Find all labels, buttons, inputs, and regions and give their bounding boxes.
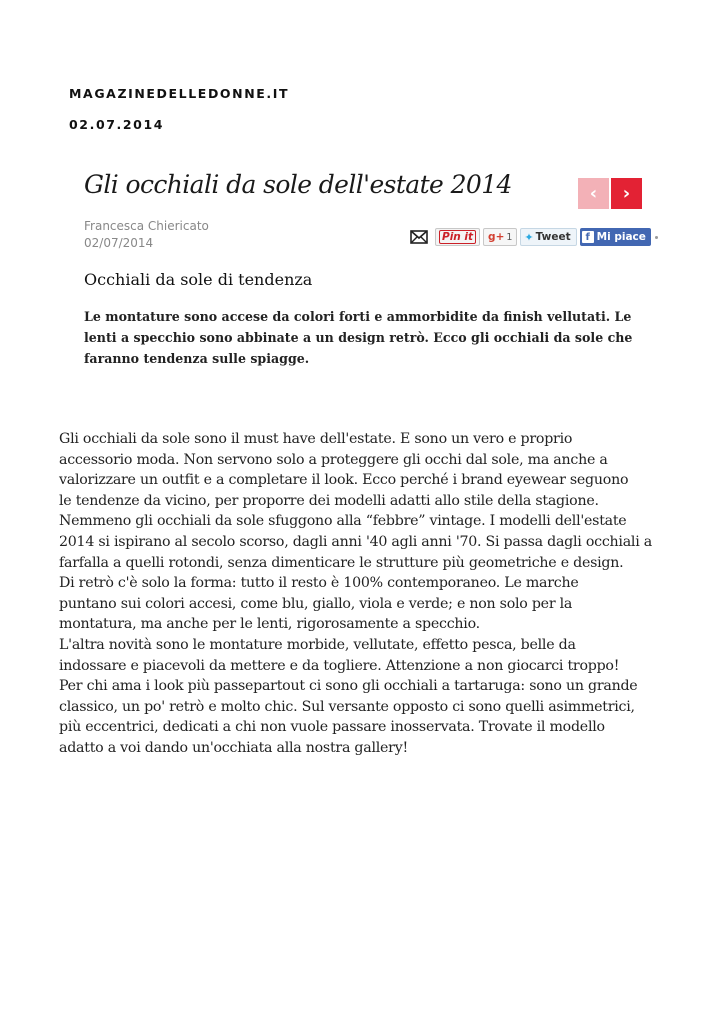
article-subtitle: Occhiali da sole di tendenza — [84, 270, 313, 289]
chevron-right-icon: › — [622, 183, 631, 204]
body-line: le tendenze da vicino, per proporre dei modelli adatti allo stile della stagione. — [59, 492, 599, 509]
pinterest-label: Pin it — [439, 230, 476, 244]
twitter-bird-icon: ✦ — [524, 230, 534, 244]
body-line: Per chi ama i look più passepartout ci sono gli occhiali a tartaruga: sono un grande — [59, 678, 638, 695]
body-line: valorizzare un outfit e a completare il look. Ecco perché i brand eyewear seguono — [59, 472, 629, 489]
body-line: Nemmeno gli occhiali da sole sfuggono alla “febbre” vintage. I modelli dell'estate — [59, 513, 627, 530]
lead-line: lenti a specchio sono abbinate a un design retrò. Ecco gli occhiali da sole che — [84, 330, 633, 345]
share-more-dot — [655, 236, 658, 239]
facebook-like-button[interactable] — [580, 228, 651, 246]
article-title: Gli occhiali da sole dell'estate 2014 — [84, 170, 512, 199]
previous-article-button[interactable] — [578, 178, 609, 209]
article-author[interactable]: Francesca Chiericato — [84, 219, 209, 233]
article-date: 02/07/2014 — [84, 236, 154, 250]
next-article-button[interactable] — [611, 178, 642, 209]
tweet-button[interactable] — [520, 228, 576, 246]
google-plus-button[interactable] — [483, 228, 517, 246]
facebook-icon: f — [582, 231, 594, 243]
body-line: farfalla a quelli rotondi, senza dimenticare le strutture più geometriche e design. — [59, 554, 624, 571]
pinterest-button[interactable] — [435, 228, 480, 246]
body-line: accessorio moda. Non servono solo a proteggere gli occhi dal sole, ma anche a — [59, 451, 608, 468]
tweet-label: Tweet — [535, 231, 571, 243]
article-body — [59, 429, 679, 759]
article-lead — [84, 306, 644, 369]
body-line: 2014 si ispirano al secolo scorso, dagli anni '40 agli anni '70. Si passa dagli occhiali a — [59, 533, 652, 550]
body-line: indossare e piacevoli da mettere e da togliere. Attenzione a non giocarci troppo! — [59, 657, 620, 674]
chevron-left-icon: ‹ — [589, 183, 598, 204]
lead-line: faranno tendenza sulle spiagge. — [84, 351, 310, 366]
lead-line: Le montature sono accese da colori forti e ammorbidite da finish vellutati. Le — [84, 309, 632, 324]
body-line: puntano sui colori accesi, come blu, giallo, viola e verde; e non solo per la — [59, 595, 573, 612]
body-line: classico, un po' retrò e molto chic. Sul versante opposto ci sono quelli asimmetrici, — [59, 698, 635, 715]
google-plus-icon: g+ — [488, 231, 505, 243]
google-plus-count: 1 — [506, 231, 513, 243]
share-bar — [410, 227, 658, 247]
body-line: montatura, ma anche per le lenti, rigorosamente a specchio. — [59, 616, 480, 633]
envelope-icon[interactable] — [410, 230, 428, 244]
body-line: L'altra novità sono le montature morbide, vellutate, effetto pesca, belle da — [59, 636, 576, 653]
facebook-like-label: Mi piace — [596, 231, 646, 243]
body-line: Di retrò c'è solo la forma: tutto il resto è 100% contemporaneo. Le marche — [59, 575, 579, 592]
body-line: Gli occhiali da sole sono il must have dell'estate. E sono un vero e proprio — [59, 431, 573, 447]
body-line: adatto a voi dando un'occhiata alla nostra gallery! — [59, 739, 408, 756]
clipping-source: MAGAZINEDELLEDONNE.IT — [69, 86, 290, 101]
clipping-date: 02.07.2014 — [69, 117, 165, 132]
body-line: più eccentrici, dedicati a chi non vuole passare inosservata. Trovate il modello — [59, 719, 605, 736]
